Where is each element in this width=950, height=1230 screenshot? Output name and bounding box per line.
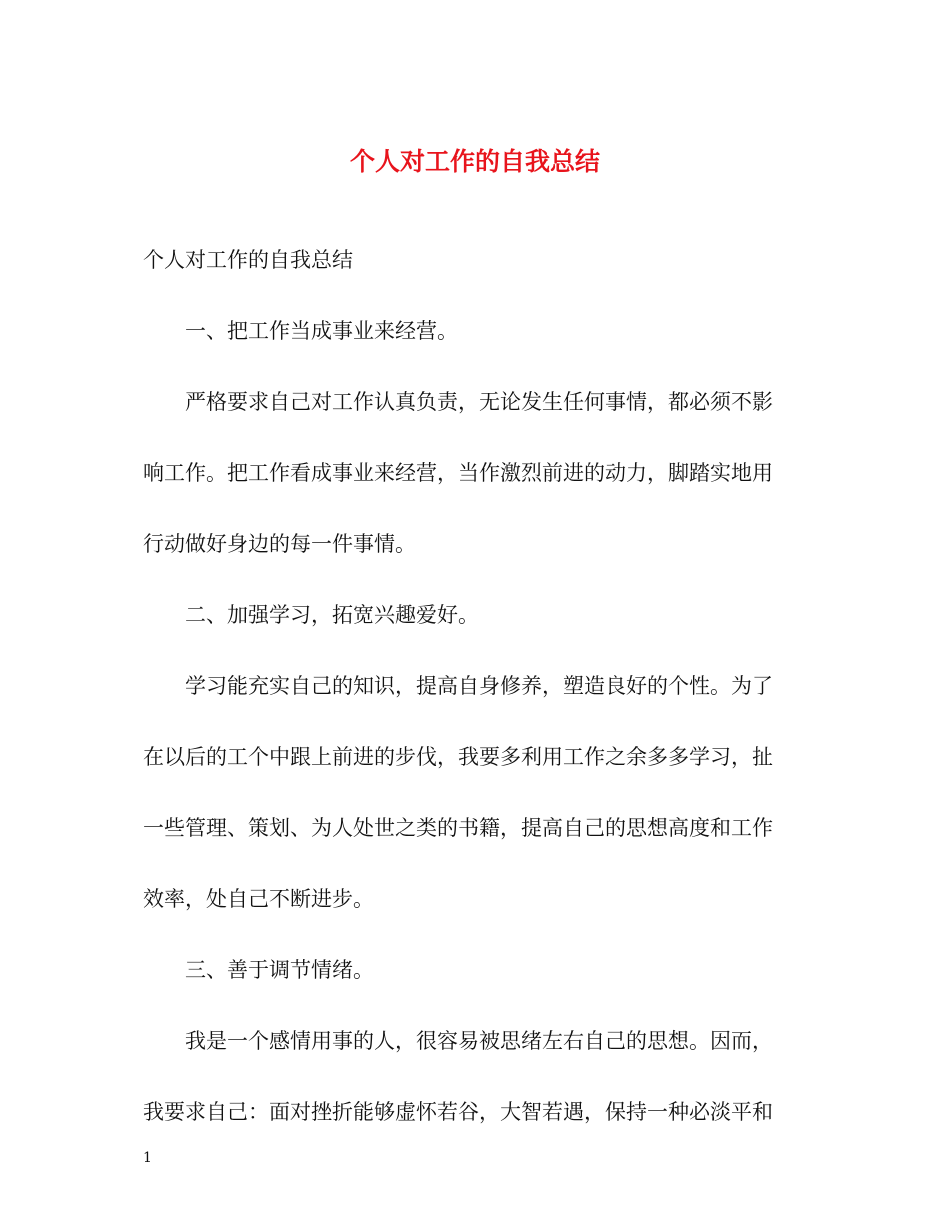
paragraph-body-3: [143, 1006, 799, 1148]
paragraph-line: 二、加强学习，拓宽兴趣爱好。: [185, 603, 479, 627]
page-number: 1: [143, 1150, 152, 1166]
paragraph-body-2: [143, 651, 799, 935]
paragraph-line: 我是一个感情用事的人，很容易被思绪左右自己的思想。因而，: [185, 1029, 773, 1053]
paragraph-line: 在以后的工个中跟上前进的步伐，我要多利用工作之余多多学习，扯: [143, 745, 773, 769]
paragraph-line: 效率，处自己不断进步。: [143, 887, 374, 911]
paragraph-line: 响工作。把工作看成事业来经营，当作激烈前进的动力，脚踏实地用: [143, 461, 773, 485]
paragraph-line: 严格要求自己对工作认真负责，无论发生任何事情，都必须不影: [185, 390, 773, 414]
paragraph-heading-3: [143, 935, 799, 1006]
paragraph-heading-2: [143, 580, 799, 651]
paragraph-line: 一、把工作当成事业来经营。: [185, 319, 458, 343]
paragraph-line: 三、善于调节情绪。: [185, 958, 374, 982]
paragraph-line: 一些管理、策划、为人处世之类的书籍，提高自己的思想高度和工作: [143, 816, 773, 840]
subtitle-line: 个人对工作的自我总结: [143, 248, 353, 272]
document-body: [143, 225, 799, 1148]
paragraph-heading-1: [143, 296, 799, 367]
document-title: 个人对工作的自我总结: [349, 147, 600, 176]
paragraph-line: 我要求自己：面对挫折能够虚怀若谷，大智若遇，保持一种必淡平和: [143, 1100, 773, 1124]
paragraph-line: 行动做好身边的每一件事情。: [143, 532, 416, 556]
paragraph-line: 学习能充实自己的知识，提高自身修养，塑造良好的个性。为了: [185, 674, 773, 698]
paragraph-body-1: [143, 367, 799, 580]
document-subtitle: [143, 225, 799, 296]
